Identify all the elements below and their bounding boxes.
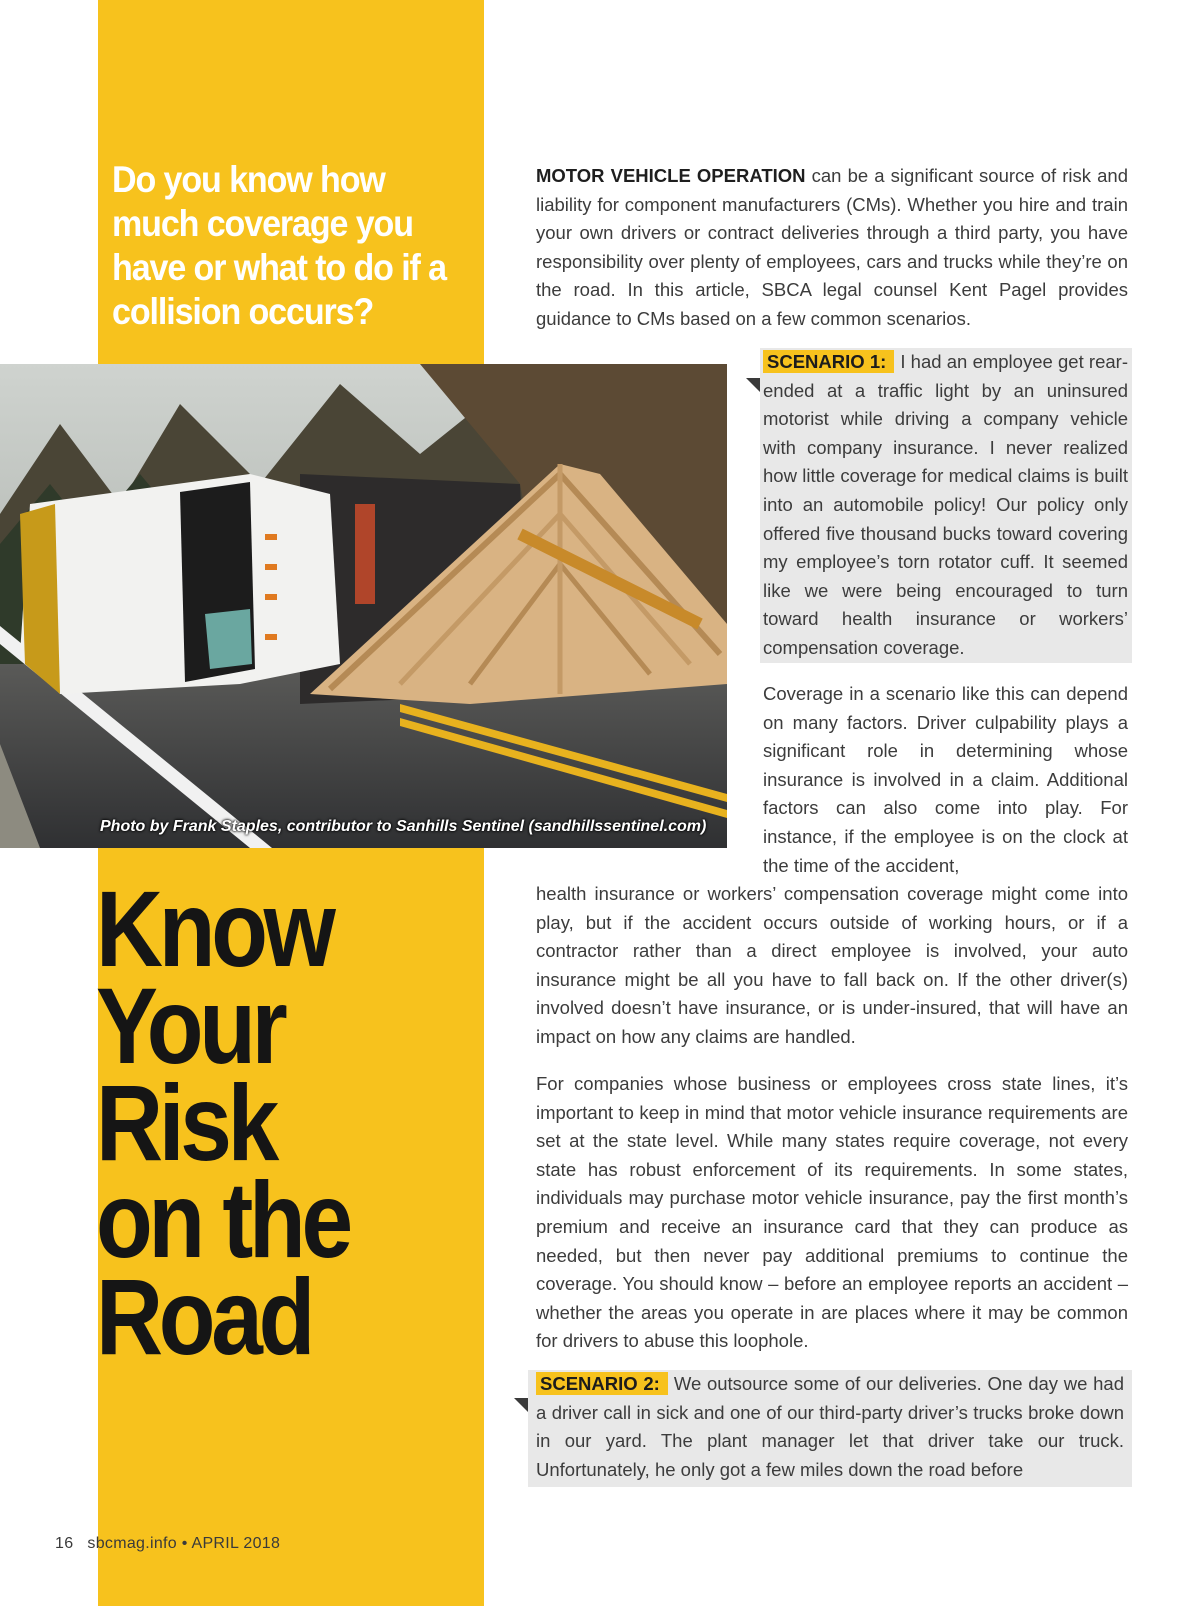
coverage-paragraph-part-2: health insurance or workers’ compensation coverage might come into play, but if the accident occurs outside of working hours, or if a contractor rather than a direct employee is involved, your auto insurance might be all you have to fall back on. If the other driver(s) involved doesn’t have insurance, or is under-insured, that will have an impact on how any claims are handled. xyxy=(536,883,1128,1047)
photo-caption: Photo by Frank Staples, contributor to Sanhills Sentinel (sandhillssentinel.com) xyxy=(100,818,707,835)
article-subhead: Do you know how much coverage you have or what to do if a collision occurs? xyxy=(112,159,446,332)
headline-line-1: Know xyxy=(96,868,332,989)
headline-line-3: on the xyxy=(96,1159,349,1280)
intro-lead-in: MOTOR VEHICLE OPERATION xyxy=(536,165,806,186)
scenario-1-label: SCENARIO 1: xyxy=(763,350,894,373)
article-photo xyxy=(0,364,727,848)
scenario-1-paragraph xyxy=(763,348,1128,663)
scenario-2-text: We outsource some of our deliveries. One day we had a driver call in sick and one of our third-party driver’s trucks broke down in our yard. The plant manager let that driver take our truck. Unfortunately, he only got a few miles down the road before xyxy=(536,1373,1124,1480)
scenario-1-pointer-icon xyxy=(746,378,760,392)
intro-paragraph xyxy=(536,162,1128,334)
scenario-2-callout xyxy=(528,1370,1132,1487)
state-lines-paragraph: For companies whose business or employees cross state lines, it’s important to keep in mind that motor vehicle insurance requirements are set at the state level. While many states require coverage, not every state has robust enforcement of its requirements. In some states, individuals may purchase motor vehicle insurance, pay the first month’s premium and receive an insurance card that they can produce as needed, but then never pay additional premiums to continue the coverage. You should know – before an employee reports an accident – whether the areas you operate in are places where it may be common for drivers to abuse this loophole. xyxy=(536,1073,1128,1352)
overturned-truck-image xyxy=(0,364,727,848)
scenario-1-callout xyxy=(760,348,1132,663)
intro-text: can be a significant source of risk and liability for component manufacturers (CMs). Whether you hire and train your own drivers or contract deliveries through a third party, you have responsibility over plenty of employees, cars and trucks while they’re on the road. In this article, SBCA legal counsel Kent Pagel provides guidance to CMs based on a few common scenarios. xyxy=(536,165,1128,329)
page-footer xyxy=(55,1535,280,1553)
page-number: 16 xyxy=(55,1535,74,1552)
scenario-2-paragraph xyxy=(536,1370,1124,1484)
article-headline xyxy=(96,868,440,1377)
headline-line-2: Your Risk xyxy=(96,965,284,1183)
headline-line-4: Road xyxy=(96,1256,311,1377)
scenario-2-pointer-icon xyxy=(514,1398,528,1412)
coverage-paragraph-part-1: Coverage in a scenario like this can depend on many factors. Driver culpability plays a significant role in determining whose insurance is involved in a claim. Additional factors can also come into play. For instance, if the employee is on the clock at the time of the accident, xyxy=(763,683,1128,876)
scenario-2-label: SCENARIO 2: xyxy=(536,1372,668,1395)
footer-site-issue: sbcmag.info • APRIL 2018 xyxy=(87,1535,281,1552)
scenario-1-text: I had an employee get rear-ended at a traffic light by an uninsured motorist while driving a company vehicle with company insurance. I never realized how little coverage for medical claims is built into an automobile policy! Our policy only offered five thousand bucks toward covering my employee’s torn rotator cuff. It seemed like we were being encouraged to turn toward health insurance or workers’ compensation coverage. xyxy=(763,351,1128,658)
